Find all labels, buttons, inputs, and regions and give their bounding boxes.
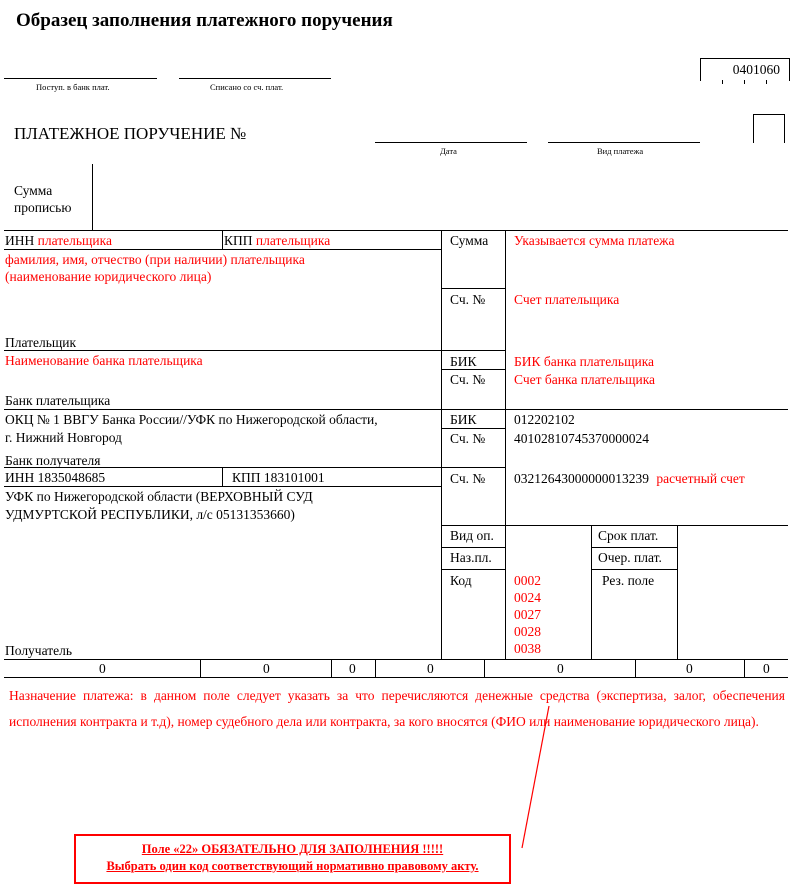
amount-label: Сумма <box>450 233 489 248</box>
code-value-2: 0024 <box>514 590 541 605</box>
tax-field-4: 0 <box>427 661 434 676</box>
tax-field-3: 0 <box>349 661 356 676</box>
payer-bank-bik-value: БИК банка плательщика <box>514 354 655 369</box>
code-value-5: 0038 <box>514 641 541 656</box>
callout-line-1: Поле «22» ОБЯЗАТЕЛЬНО ДЛЯ ЗАПОЛНЕНИЯ !!!!! <box>141 842 444 856</box>
payer-account-label: Сч. № <box>450 292 486 307</box>
payer-inn-value: плательщика <box>37 233 112 248</box>
payee-name-line-2: УДМУРТСКОЙ РЕСПУБЛИКИ, л/с 05131353660) <box>5 507 295 522</box>
payee-bank-account-label: Сч. № <box>450 431 486 446</box>
payer-kpp-value: плательщика <box>255 233 331 248</box>
payer-bank-label: Банк плательщика <box>5 393 111 408</box>
payment-order-title: ПЛАТЕЖНОЕ ПОРУЧЕНИЕ № <box>14 124 247 143</box>
payee-bank-bik-label: БИК <box>450 412 477 427</box>
payee-name-line-1: УФК по Нижегородской области (ВЕРХОВНЫЙ СУД <box>5 489 313 504</box>
payee-account-number: 03212643000000013239 <box>514 471 649 486</box>
tax-field-2: 0 <box>263 661 270 676</box>
tax-field-6: 0 <box>686 661 693 676</box>
payee-inn: ИНН 1835048685 <box>5 470 106 485</box>
payer-bank-bik-label: БИК <box>450 354 477 369</box>
tax-field-7: 0 <box>763 661 770 676</box>
payee-kpp: КПП 183101001 <box>232 470 325 485</box>
date-label: Дата <box>440 146 457 156</box>
payment-type-label: Вид платежа <box>597 146 644 156</box>
code-value-1: 0002 <box>514 573 541 588</box>
payer-label: Плательщик <box>5 335 77 350</box>
payer-kpp-label: КПП <box>224 233 253 248</box>
payee-bank-name-line-1: ОКЦ № 1 ВВГУ Банка России//УФК по Нижегородской области, <box>5 412 378 427</box>
payer-name-line-2: (наименование юридического лица) <box>5 269 212 284</box>
tax-field-1: 0 <box>99 661 106 676</box>
op-type-label: Вид оп. <box>450 528 494 543</box>
payer-bank-account-value: Счет банка плательщика <box>514 372 656 387</box>
purpose-code-label: Наз.пл. <box>450 550 492 565</box>
payee-bank-name-line-2: г. Нижний Новгород <box>5 430 122 445</box>
document-title: Образец заполнения платежного поручения <box>16 10 393 31</box>
tax-field-5: 0 <box>557 661 564 676</box>
amount-value: Указывается сумма платежа <box>514 233 675 248</box>
payer-bank-account-label: Сч. № <box>450 372 486 387</box>
payee-bank-account-value: 40102810745370000024 <box>514 431 649 446</box>
payee-bank-bik-value: 012202102 <box>514 412 575 427</box>
code-value-4: 0028 <box>514 624 541 639</box>
payer-inn-label: ИНН <box>5 233 35 248</box>
payee-bank-label: Банк получателя <box>5 453 101 468</box>
callout-box <box>74 834 511 884</box>
priority-label: Очер. плат. <box>598 550 662 565</box>
amount-words-label: Сумма <box>14 183 53 198</box>
code-label: Код <box>450 573 472 588</box>
payer-bank-name: Наименование банка плательщика <box>5 353 203 368</box>
payer-name-line-1: фамилия, имя, отчество (при наличии) плательщика <box>5 252 305 267</box>
payee-account-label: Сч. № <box>450 471 486 486</box>
callout-line-2: Выбрать один код соответствующий нормативно правовому акту. <box>106 859 479 873</box>
payee-account-note: расчетный счет <box>656 471 745 486</box>
code-value-3: 0027 <box>514 607 541 622</box>
due-label: Срок плат. <box>598 528 659 543</box>
received-label: Поступ. в банк плат. <box>36 82 110 92</box>
payer-account-value: Счет плательщика <box>514 292 620 307</box>
amount-words-label-2: прописью <box>14 200 72 215</box>
payment-purpose-text: Назначение платежа: в данном поле следует указать за что перечисляются денежные средства (экспертиза, залог, обеспечения исполнения контракта и т.д), номер судебного дела или контракта, за кого вносятся (ФИО или наименование юридического лица). <box>9 688 785 729</box>
debited-label: Списано со сч. плат. <box>210 82 284 92</box>
payee-label: Получатель <box>5 643 73 658</box>
reserve-label: Рез. поле <box>602 573 655 588</box>
form-code: 0401060 <box>732 62 780 77</box>
